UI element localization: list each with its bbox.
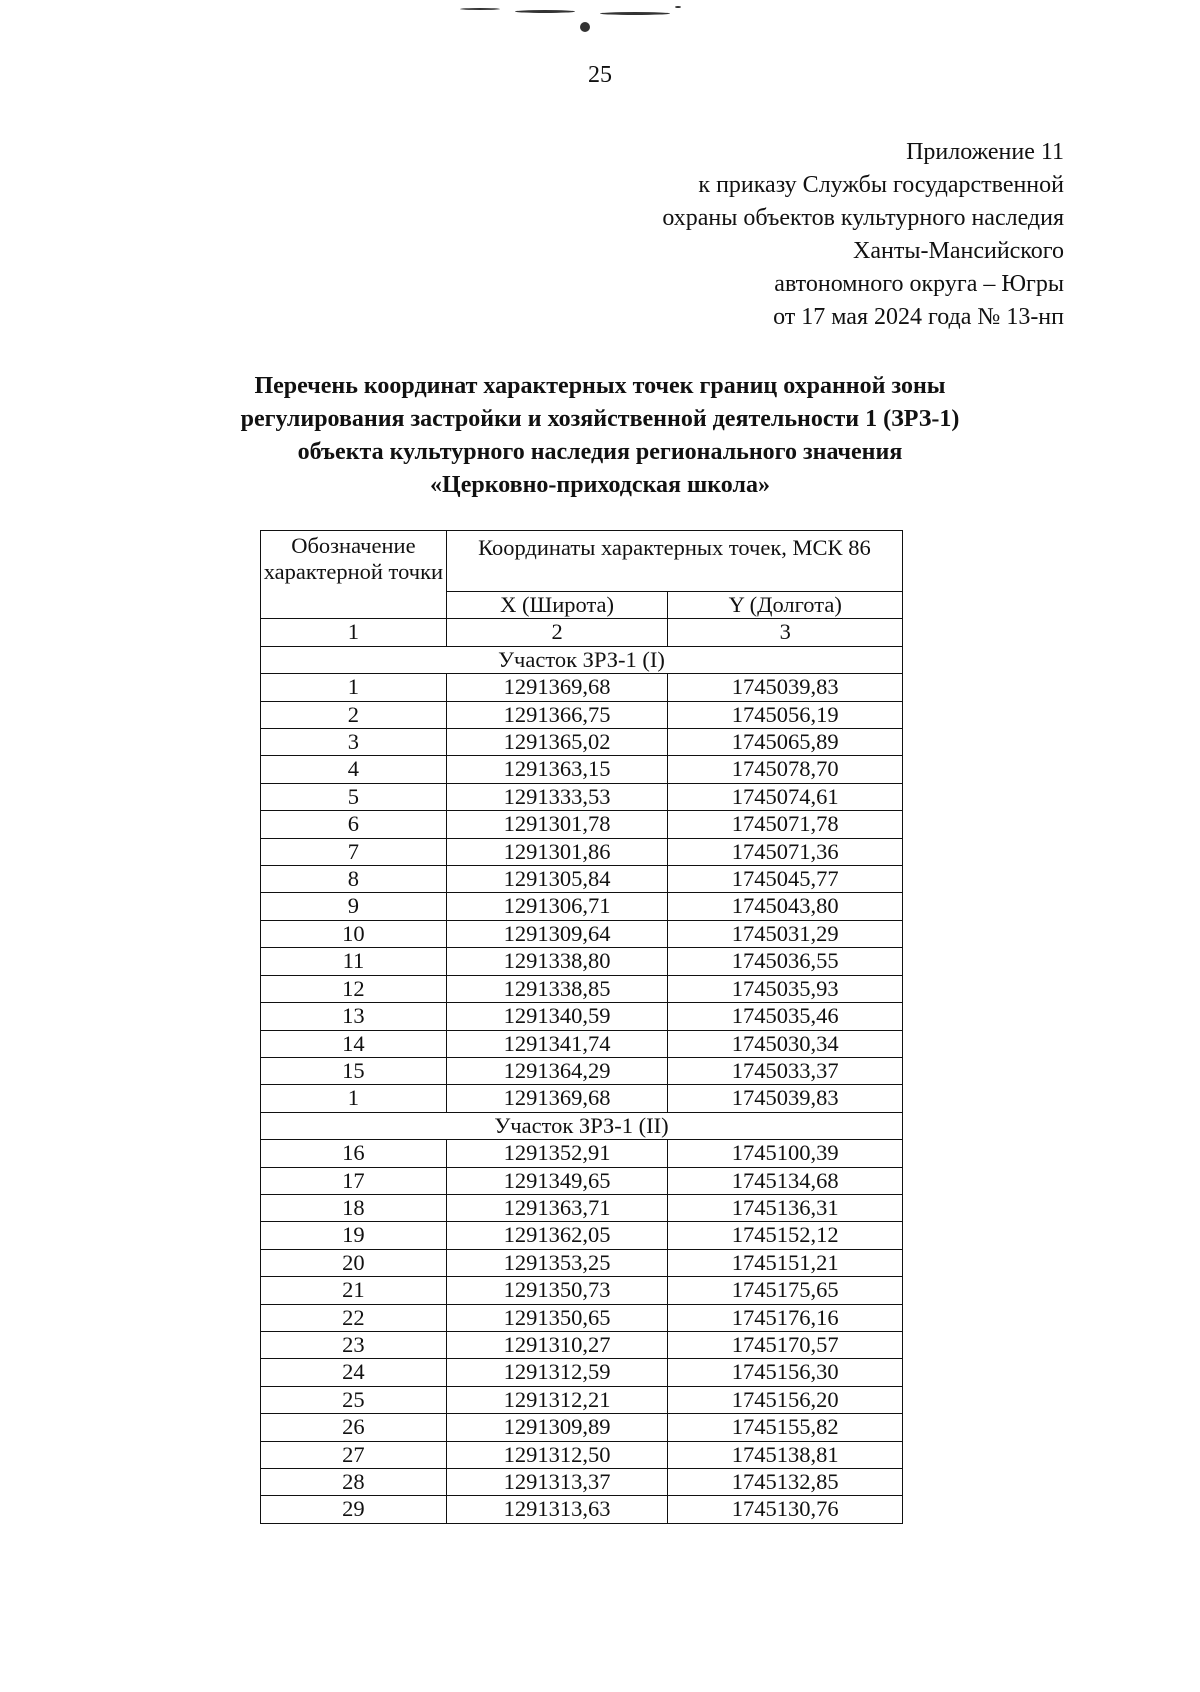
- approval-line: к приказу Службы государственной: [698, 172, 1064, 198]
- y-coordinate: 1745039,83: [668, 1085, 903, 1112]
- point-number: 16: [261, 1140, 447, 1167]
- x-coordinate: 1291312,21: [446, 1386, 668, 1413]
- y-coordinate: 1745175,65: [668, 1277, 903, 1304]
- table-row: [261, 1469, 903, 1496]
- y-coordinate: 1745100,39: [668, 1140, 903, 1167]
- approval-block: [662, 136, 1064, 334]
- approval-line: охраны объектов культурного наследия: [662, 205, 1064, 231]
- x-coordinate: 1291369,68: [446, 674, 668, 701]
- point-number: 27: [261, 1441, 447, 1468]
- approval-line: Приложение 11: [906, 139, 1064, 165]
- x-coordinate: 1291349,65: [446, 1167, 668, 1194]
- y-coordinate: 1745071,78: [668, 811, 903, 838]
- y-coordinate: 1745138,81: [668, 1441, 903, 1468]
- table-row: [261, 1057, 903, 1084]
- table-row: [261, 1277, 903, 1304]
- point-number: 25: [261, 1386, 447, 1413]
- point-number: 26: [261, 1414, 447, 1441]
- y-coordinate: 1745031,29: [668, 920, 903, 947]
- table-row: [261, 948, 903, 975]
- x-coordinate: 1291365,02: [446, 729, 668, 756]
- x-coordinate: 1291309,89: [446, 1414, 668, 1441]
- header-point: Обозначение характерной точки: [261, 531, 447, 619]
- y-coordinate: 1745130,76: [668, 1496, 903, 1523]
- y-coordinate: 1745151,21: [668, 1249, 903, 1276]
- x-coordinate: 1291341,74: [446, 1030, 668, 1057]
- point-number: 17: [261, 1167, 447, 1194]
- table-row: [261, 811, 903, 838]
- table-row: [261, 701, 903, 728]
- table-row: [261, 1194, 903, 1221]
- x-coordinate: 1291310,27: [446, 1331, 668, 1358]
- table-row: [261, 729, 903, 756]
- table-row: [261, 838, 903, 865]
- table-row: [261, 1085, 903, 1112]
- point-number: 1: [261, 1085, 447, 1112]
- table-row: [261, 1386, 903, 1413]
- y-coordinate: 1745156,30: [668, 1359, 903, 1386]
- y-coordinate: 1745065,89: [668, 729, 903, 756]
- y-coordinate: 1745132,85: [668, 1469, 903, 1496]
- point-number: 7: [261, 838, 447, 865]
- point-number: 29: [261, 1496, 447, 1523]
- point-number: 12: [261, 975, 447, 1002]
- x-coordinate: 1291338,80: [446, 948, 668, 975]
- table-row: [261, 1030, 903, 1057]
- point-number: 18: [261, 1194, 447, 1221]
- header-coordinates: Координаты характерных точек, МСК 86: [446, 531, 902, 592]
- y-coordinate: 1745039,83: [668, 674, 903, 701]
- y-coordinate: 1745043,80: [668, 893, 903, 920]
- page-number: 25: [588, 62, 612, 88]
- y-coordinate: 1745056,19: [668, 701, 903, 728]
- table-row: [261, 1003, 903, 1030]
- table-row: [261, 1304, 903, 1331]
- point-number: 19: [261, 1222, 447, 1249]
- y-coordinate: 1745074,61: [668, 783, 903, 810]
- column-number-row: [261, 619, 903, 646]
- x-coordinate: 1291364,29: [446, 1057, 668, 1084]
- table-row: [261, 866, 903, 893]
- table-row: [261, 1359, 903, 1386]
- x-coordinate: 1291301,78: [446, 811, 668, 838]
- point-number: 21: [261, 1277, 447, 1304]
- x-coordinate: 1291369,68: [446, 1085, 668, 1112]
- table-header-row: [261, 531, 903, 592]
- x-coordinate: 1291313,37: [446, 1469, 668, 1496]
- section-title: Участок ЗРЗ-1 (II): [261, 1112, 903, 1139]
- point-number: 10: [261, 920, 447, 947]
- point-number: 5: [261, 783, 447, 810]
- point-number: 1: [261, 674, 447, 701]
- x-coordinate: 1291301,86: [446, 838, 668, 865]
- y-coordinate: 1745033,37: [668, 1057, 903, 1084]
- point-number: 11: [261, 948, 447, 975]
- point-number: 4: [261, 756, 447, 783]
- point-number: 28: [261, 1469, 447, 1496]
- x-coordinate: 1291333,53: [446, 783, 668, 810]
- y-coordinate: 1745170,57: [668, 1331, 903, 1358]
- point-number: 3: [261, 729, 447, 756]
- header-x: X (Широта): [446, 592, 668, 619]
- x-coordinate: 1291350,65: [446, 1304, 668, 1331]
- table-row: [261, 893, 903, 920]
- point-number: 14: [261, 1030, 447, 1057]
- x-coordinate: 1291362,05: [446, 1222, 668, 1249]
- column-number: 3: [668, 619, 903, 646]
- y-coordinate: 1745071,36: [668, 838, 903, 865]
- section-row: [261, 646, 903, 673]
- table-row: [261, 1249, 903, 1276]
- point-number: 24: [261, 1359, 447, 1386]
- x-coordinate: 1291306,71: [446, 893, 668, 920]
- approval-line: автономного округа – Югры: [774, 271, 1064, 297]
- y-coordinate: 1745030,34: [668, 1030, 903, 1057]
- title-line: «Церковно-приходская школа»: [430, 472, 770, 498]
- table-row: [261, 756, 903, 783]
- column-number: 2: [446, 619, 668, 646]
- point-number: 15: [261, 1057, 447, 1084]
- y-coordinate: 1745078,70: [668, 756, 903, 783]
- x-coordinate: 1291312,50: [446, 1441, 668, 1468]
- approval-line: от 17 мая 2024 года № 13-нп: [773, 304, 1064, 330]
- x-coordinate: 1291312,59: [446, 1359, 668, 1386]
- y-coordinate: 1745176,16: [668, 1304, 903, 1331]
- y-coordinate: 1745136,31: [668, 1194, 903, 1221]
- x-coordinate: 1291352,91: [446, 1140, 668, 1167]
- y-coordinate: 1745152,12: [668, 1222, 903, 1249]
- table-row: [261, 975, 903, 1002]
- coordinates-table: [260, 530, 903, 1524]
- section-row: [261, 1112, 903, 1139]
- table-row: [261, 1441, 903, 1468]
- x-coordinate: 1291340,59: [446, 1003, 668, 1030]
- x-coordinate: 1291366,75: [446, 701, 668, 728]
- point-number: 22: [261, 1304, 447, 1331]
- point-number: 23: [261, 1331, 447, 1358]
- x-coordinate: 1291363,71: [446, 1194, 668, 1221]
- table-row: [261, 1167, 903, 1194]
- approval-line: Ханты-Мансийского: [853, 238, 1064, 264]
- y-coordinate: 1745155,82: [668, 1414, 903, 1441]
- table-row: [261, 783, 903, 810]
- title-line: Перечень координат характерных точек границ охранной зоны: [254, 373, 946, 399]
- table-row: [261, 1496, 903, 1523]
- x-coordinate: 1291338,85: [446, 975, 668, 1002]
- scan-artifact: [440, 0, 760, 40]
- table-row: [261, 1222, 903, 1249]
- table-row: [261, 920, 903, 947]
- y-coordinate: 1745036,55: [668, 948, 903, 975]
- y-coordinate: 1745156,20: [668, 1386, 903, 1413]
- column-number: 1: [261, 619, 447, 646]
- y-coordinate: 1745134,68: [668, 1167, 903, 1194]
- x-coordinate: 1291313,63: [446, 1496, 668, 1523]
- title-line: объекта культурного наследия регионального значения: [297, 439, 903, 465]
- x-coordinate: 1291305,84: [446, 866, 668, 893]
- x-coordinate: 1291350,73: [446, 1277, 668, 1304]
- x-coordinate: 1291363,15: [446, 756, 668, 783]
- y-coordinate: 1745035,93: [668, 975, 903, 1002]
- table-row: [261, 1414, 903, 1441]
- point-number: 20: [261, 1249, 447, 1276]
- section-title: Участок ЗРЗ-1 (I): [261, 646, 903, 673]
- y-coordinate: 1745035,46: [668, 1003, 903, 1030]
- point-number: 6: [261, 811, 447, 838]
- point-number: 13: [261, 1003, 447, 1030]
- point-number: 9: [261, 893, 447, 920]
- table-row: [261, 674, 903, 701]
- document-title: [0, 370, 1200, 502]
- point-number: 8: [261, 866, 447, 893]
- title-line: регулирования застройки и хозяйственной деятельности 1 (ЗРЗ-1): [240, 406, 960, 432]
- x-coordinate: 1291353,25: [446, 1249, 668, 1276]
- table-row: [261, 1331, 903, 1358]
- y-coordinate: 1745045,77: [668, 866, 903, 893]
- point-number: 2: [261, 701, 447, 728]
- x-coordinate: 1291309,64: [446, 920, 668, 947]
- header-y: Y (Долгота): [668, 592, 903, 619]
- table-row: [261, 1140, 903, 1167]
